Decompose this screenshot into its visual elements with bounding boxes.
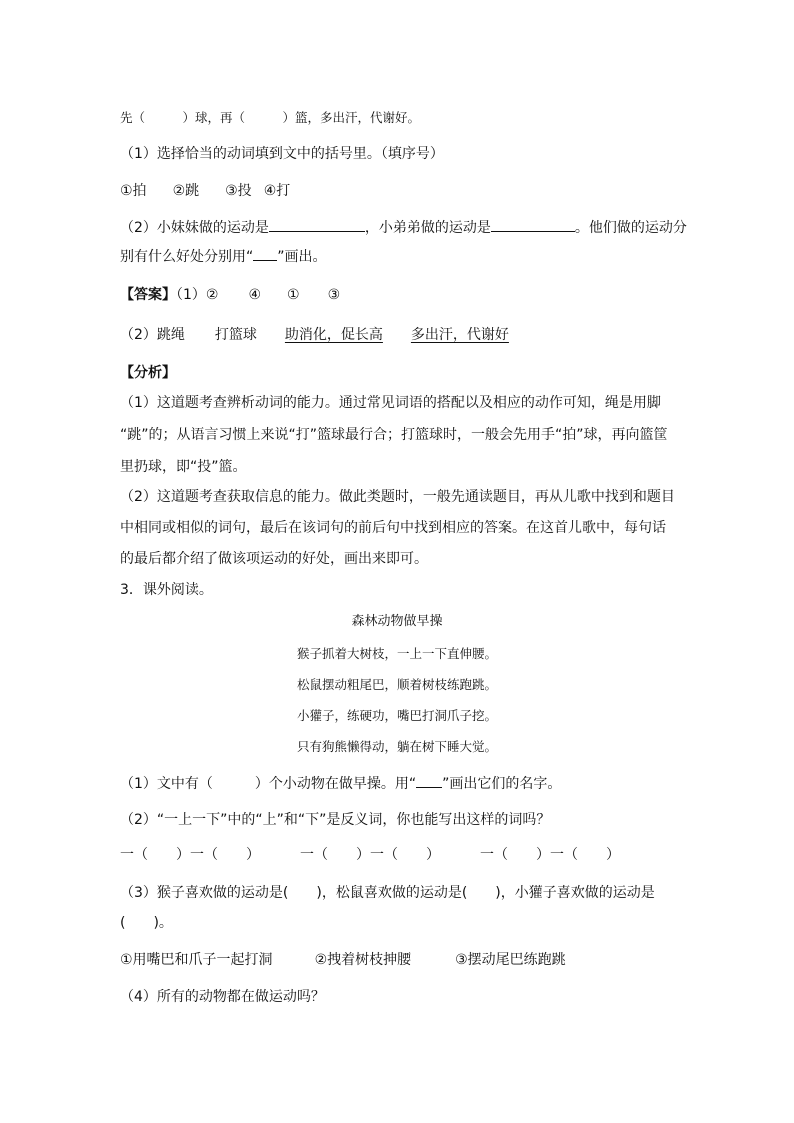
question-2-line-1: （2）小妹妹做的运动是 ，小弟弟做的运动是 。他们做的运动分: [120, 217, 687, 238]
section-3-question-2: （2）“一上一下”中的“上”和“下”是反义词，你也能写出这样的词吗？: [120, 812, 551, 828]
poem-line: 只有狗熊懒得动，躺在树下睡大觉。: [296, 739, 497, 754]
analysis-line: 的最后都介绍了做该项运动的好处，画出来即可。: [120, 551, 428, 567]
option: ③投: [225, 183, 252, 199]
section-3-question-3-options: [120, 950, 566, 970]
option: ④打: [263, 183, 291, 199]
underline-sample: [253, 246, 277, 261]
question-1-prompt: （1）选择恰当的动词填到文中的括号里。（填序号）: [120, 146, 444, 162]
section-3-question-4: （4）所有的动物都在做运动吗？: [120, 989, 325, 1005]
analysis-label: 【分析】: [120, 365, 176, 381]
section-3-question-3-line-1: （3）猴子喜欢做的运动是( )，松鼠喜欢做的运动是( )，小獾子喜欢做的运动是: [120, 885, 655, 901]
analysis-line: 中相同或相似的词句，最后在该词句的前后句中找到相应的答案。在这首儿歌中，每句话: [120, 520, 666, 536]
question-2-line-2: 别有什么好处分别用“ ”画出。: [120, 246, 327, 267]
underlined-answer: 多出汗，代谢好: [410, 327, 509, 343]
poem-line: 小獾子，练硬功，嘴巴打洞爪子挖。: [296, 708, 497, 723]
question-1-options: [120, 181, 290, 201]
answer-label: 【答案】: [120, 287, 176, 303]
exercise-rhyme-line: 先（ ）球，再（ ）篮，多出汗，代谢好。: [120, 110, 421, 125]
option: ③摆动尾巴练跑跳: [455, 952, 566, 968]
answer-line-1: 【答案】（1）② ④ ① ③: [120, 287, 341, 303]
poem-title: 森林动物做早操: [351, 614, 443, 629]
answer-blank: [491, 217, 575, 232]
option: ②拽着树枝抻腰: [314, 952, 412, 968]
option: ①用嘴巴和爪子一起打洞: [120, 952, 273, 968]
poem-line: 猴子抓着大树枝，一上一下直伸腰。: [296, 646, 497, 661]
antonym-blanks: 一（ ）一（ ） 一（ ）一（ ） 一（ ）一（ ）: [120, 847, 620, 863]
analysis-line: 里扔球，即“投”篮。: [120, 459, 247, 475]
underlined-answer: 助消化，促长高: [284, 327, 383, 343]
answer-blank: [269, 217, 365, 232]
analysis-line: （1）这道题考查辨析动词的能力。通过常见词语的搭配以及相应的动作可知，绳是用脚: [120, 395, 661, 411]
section-3-question-3-line-2: ( )。: [120, 915, 173, 931]
answer-line-2: （2）跳绳 打篮球 助消化，促长高 多出汗，代谢好: [120, 327, 509, 343]
option: ②跳: [172, 183, 200, 199]
underline-sample: [416, 773, 442, 788]
analysis-line: （2）这道题考查获取信息的能力。做此类题时，一般先通读题目，再从儿歌中找到和题目: [120, 489, 675, 505]
section-3-heading: 3．课外阅读。: [120, 582, 213, 598]
poem-line: 松鼠摆动粗尾巴，顺着树枝练跑跳。: [296, 677, 497, 692]
section-3-question-1: （1）文中有（ ）个小动物在做早操。用“ ”画出它们的名字。: [120, 773, 561, 794]
analysis-line: “跳”的；从语言习惯上来说“打”篮球最行合；打篮球时，一般会先用手“拍”球，再向篮筐: [120, 427, 668, 443]
option: ①拍: [120, 183, 147, 199]
